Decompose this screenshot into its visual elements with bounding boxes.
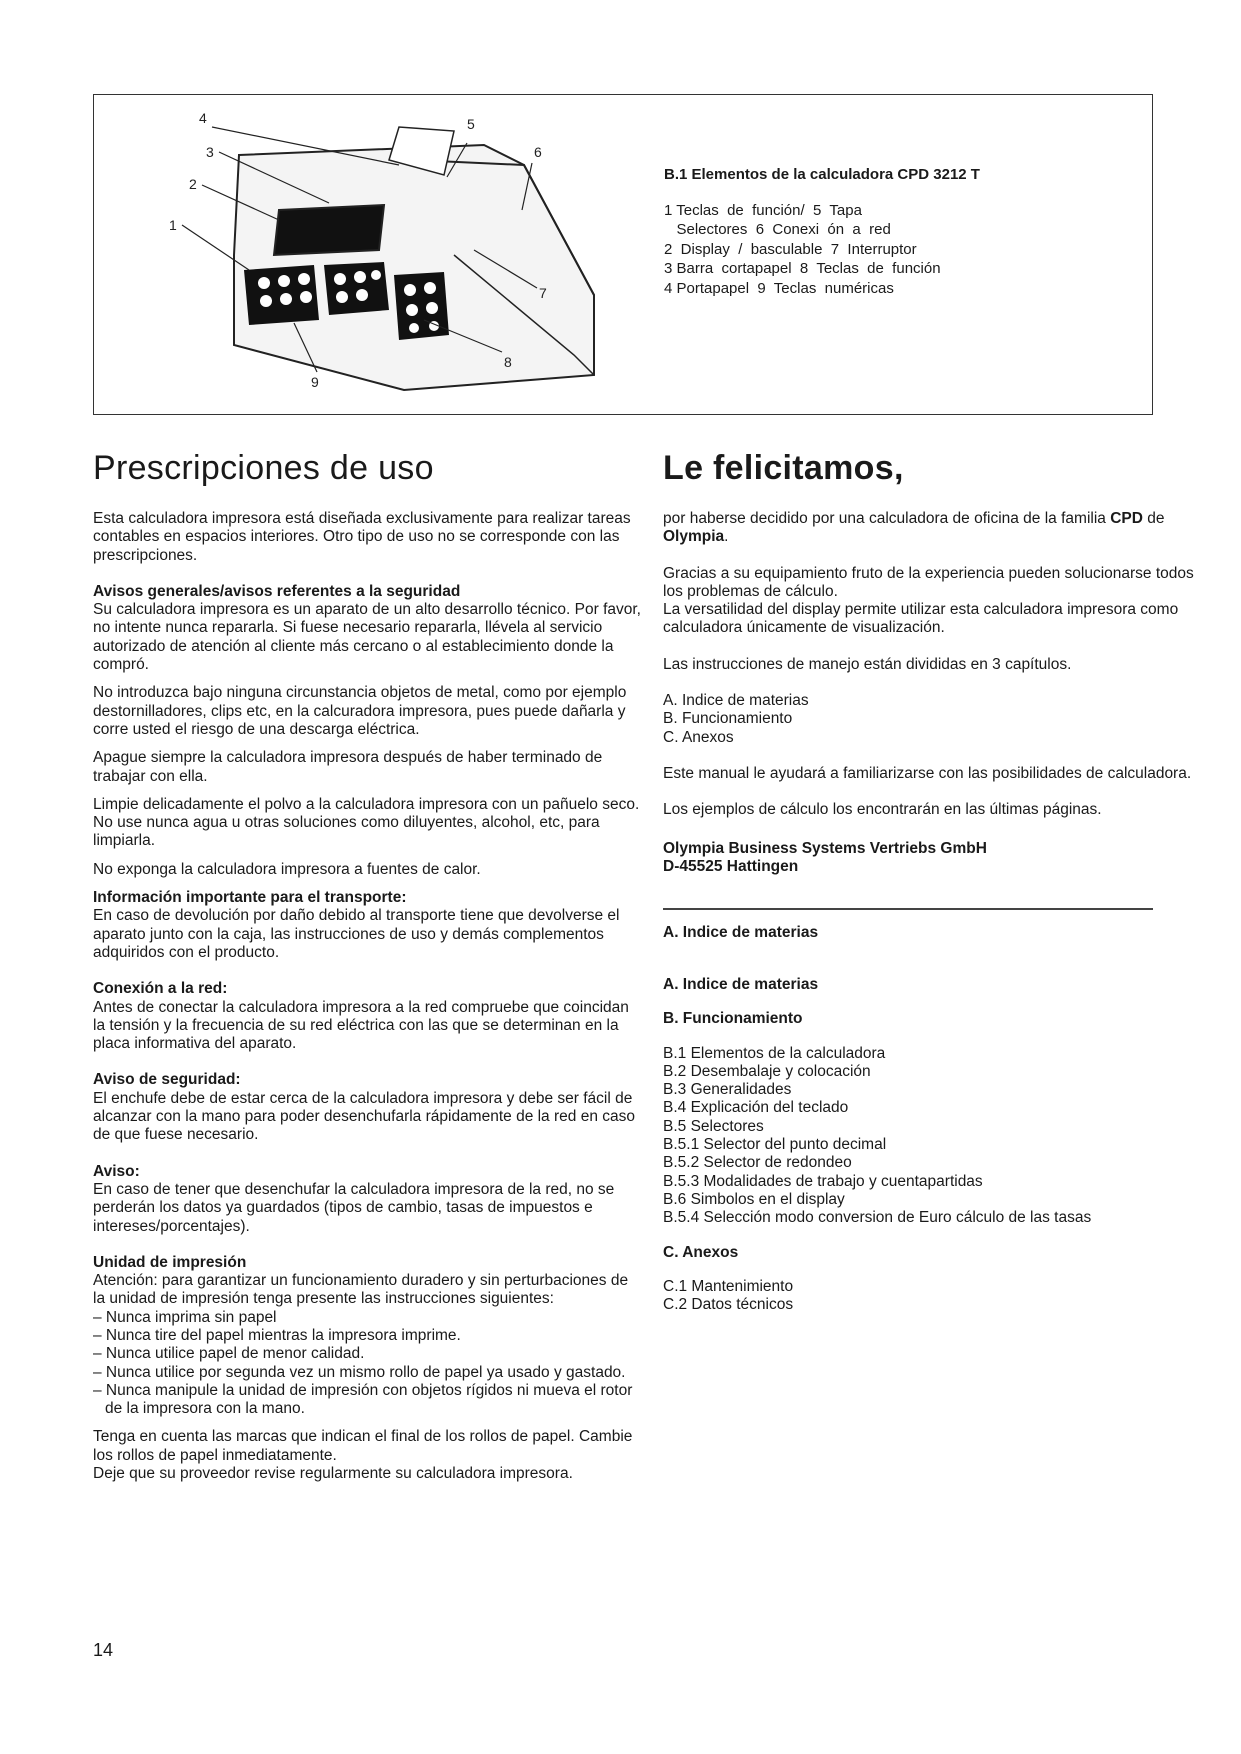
print-list-item: – Nunca utilice papel de menor calidad.	[93, 1345, 365, 1363]
figure-caption-title: B.1 Elementos de la calculadora CPD 3212 T	[664, 166, 980, 183]
page-number: 14	[93, 1640, 114, 1660]
intro-paragraph: Esta calculadora impresora está diseñada exclusivamente para realizar tareas contables en espacios interiores. Otro tipo de uso no se corresponde con las prescripciones.	[93, 510, 631, 564]
section-title-prescripciones: Prescripciones de uso	[93, 449, 434, 487]
transport-heading: Información importante para el transporte:	[93, 889, 407, 907]
warning-text: En caso de tener que desenchufar la calculadora impresora de la red, no se perderán los datos ya guardados (tipos de cambio, tasas de impuestos e intereses/porcentajes).	[93, 1180, 615, 1235]
toc-item: B.3 Generalidades	[663, 1081, 792, 1099]
safety-paragraph: Apague siempre la calculadora impresora después de haber terminado de trabajar con ella.	[93, 749, 603, 785]
intro-de: de	[1142, 510, 1165, 527]
toc-heading-a: A. Indice de materias	[663, 975, 819, 993]
toc-item: B.6 Simbolos en el display	[663, 1190, 845, 1208]
chapter-item: C. Anexos	[663, 728, 734, 746]
callout-2: 2	[189, 176, 197, 192]
company-name: Olympia Business Systems Vertriebs GmbH	[663, 839, 987, 857]
caption-line: 4 Portapapel 9 Teclas numéricas	[664, 279, 894, 297]
print-list-item: – Nunca imprima sin papel	[93, 1308, 277, 1326]
callout-6: 6	[534, 144, 542, 160]
callout-3: 3	[206, 144, 214, 160]
toc-item: B.1 Elementos de la calculadora	[663, 1044, 886, 1062]
print-list-item: – Nunca manipule la unidad de impresión con objetos rígidos ni mueva el rotor de la impresora con la mano.	[93, 1381, 633, 1418]
company-city: D-45525 Hattingen	[663, 857, 799, 875]
safety-paragraph: No exponga la calculadora impresora a fuentes de calor.	[93, 860, 481, 878]
paragraph: Los ejemplos de cálculo los encontrarán en las últimas páginas.	[663, 801, 1102, 819]
section-title-felicitamos: Le felicitamos,	[663, 449, 904, 487]
toc-item: B.5.1 Selector del punto decimal	[663, 1136, 887, 1154]
figure-box	[93, 94, 1153, 415]
intro-end: .	[724, 528, 729, 546]
toc-item: B.5 Selectores	[663, 1117, 764, 1135]
paragraph: La versatilidad del display permite utilizar esta calculadora impresora como calculadora únicamente de visualización.	[663, 601, 1179, 637]
caption-line: 1 Teclas de función/ 5 Tapa	[664, 201, 862, 219]
calculator-illustration	[154, 105, 624, 405]
closing-paragraph: Tenga en cuenta las marcas que indican el final de los rollos de papel. Cambie los rollos de papel inmediatamente.	[93, 1428, 633, 1464]
print-text: Atención: para garantizar un funcionamiento duradero y sin perturbaciones de la unidad de impresión tenga presente las instrucciones siguientes:	[93, 1272, 629, 1308]
callout-1: 1	[169, 217, 177, 233]
safety-paragraph: Limpie delicadamente el polvo a la calculadora impresora con un pañuelo seco. No use nunca agua u otras soluciones como diluyentes, alcohol, etc, para limpiarla.	[93, 795, 640, 850]
chapter-item: A. Indice de materias	[663, 692, 809, 710]
left-column	[93, 448, 641, 1493]
toc-heading-c: C. Anexos	[663, 1243, 739, 1261]
caption-line: Selectores 6 Conexi ón a red	[664, 221, 891, 238]
print-list-item: – Nunca tire del papel mientras la impresora imprime.	[93, 1326, 461, 1344]
intro-text: por haberse decidido por una calculadora de oficina de la familia	[663, 510, 1106, 527]
intro-paragraph	[663, 510, 1203, 547]
intro-brand: Olympia	[663, 528, 725, 546]
toc-heading-a-top: A. Indice de materias	[663, 923, 819, 941]
network-heading: Conexión a la red:	[93, 980, 228, 998]
toc-item: C.2 Datos técnicos	[663, 1296, 794, 1314]
caption-line: 2 Display / basculable 7 Interruptor	[664, 240, 917, 258]
toc-item: B.5.3 Modalidades de trabajo y cuentapartidas	[663, 1172, 983, 1190]
print-list-item: – Nunca utilice por segunda vez un mismo rollo de papel ya usado y gastado.	[93, 1363, 626, 1381]
right-column	[663, 448, 1203, 1314]
toc-item: C.1 Mantenimiento	[663, 1277, 794, 1295]
paragraph: Las instrucciones de manejo están divididas en 3 capítulos.	[663, 655, 1072, 673]
network-text: Antes de conectar la calculadora impresora a la red compruebe que coincidan la tensión y la frecuencia de su red eléctrica con las que se determinan en la placa informativa del aparato.	[93, 998, 629, 1053]
toc-heading-b: B. Funcionamiento	[663, 1010, 803, 1028]
paragraph: Este manual le ayudará a familiarizarse con las posibilidades de calculadora.	[663, 764, 1192, 782]
figure-caption	[664, 165, 1134, 298]
paragraph: Gracias a su equipamiento fruto de la experiencia pueden solucionarse todos los problemas de cálculo.	[663, 564, 1194, 600]
callout-8: 8	[504, 354, 512, 370]
closing-paragraph: Deje que su proveedor revise regularmente su calculadora impresora.	[93, 1465, 573, 1483]
safety-paragraph: No introduzca bajo ninguna circunstancia objetos de metal, como por ejemplo destornilladores, clips etc, en la calcuradora impresora, pues puede dañarla y corre usted el riesgo de una descarga eléctrica.	[93, 684, 627, 738]
toc-item: B.4 Explicación del teclado	[663, 1099, 849, 1117]
toc-item: B.2 Desembalaje y colocación	[663, 1062, 871, 1080]
caption-line: 3 Barra cortapapel 8 Teclas de función	[664, 260, 941, 277]
transport-text: En caso de devolución por daño debido al transporte tiene que devolverse el aparato junto con la caja, las instrucciones de uso y demás complementos adquiridos con el producto.	[93, 907, 620, 961]
callout-4: 4	[199, 110, 207, 126]
safety-heading: Avisos generales/avisos referentes a la seguridad	[93, 582, 461, 600]
warning-heading: Aviso:	[93, 1162, 140, 1180]
intro-cpd: CPD	[1110, 510, 1143, 527]
print-heading: Unidad de impresión	[93, 1253, 247, 1271]
toc-item: B.5.4 Selección modo conversion de Euro cálculo de las tasas	[663, 1209, 1092, 1227]
callout-7: 7	[539, 285, 547, 301]
callout-5: 5	[467, 116, 475, 132]
toc-item: B.5.2 Selector de redondeo	[663, 1154, 852, 1172]
chapter-item: B. Funcionamiento	[663, 710, 793, 728]
callout-9: 9	[311, 374, 319, 390]
security-heading: Aviso de seguridad:	[93, 1071, 241, 1089]
security-text: El enchufe debe de estar cerca de la calculadora impresora y debe ser fácil de alcanzar con la mano para poder desenchufarla rápidamente de la red en caso de que fuese necesario.	[93, 1089, 635, 1144]
safety-paragraph: Su calculadora impresora es un aparato de un alto desarrollo técnico. Por favor, no intente nunca repararla. Si fuese necesario repararla, llévela al servicio autorizado de atención al cliente más cercano o al establecimiento donde la compró.	[93, 601, 641, 674]
divider	[663, 908, 1153, 910]
